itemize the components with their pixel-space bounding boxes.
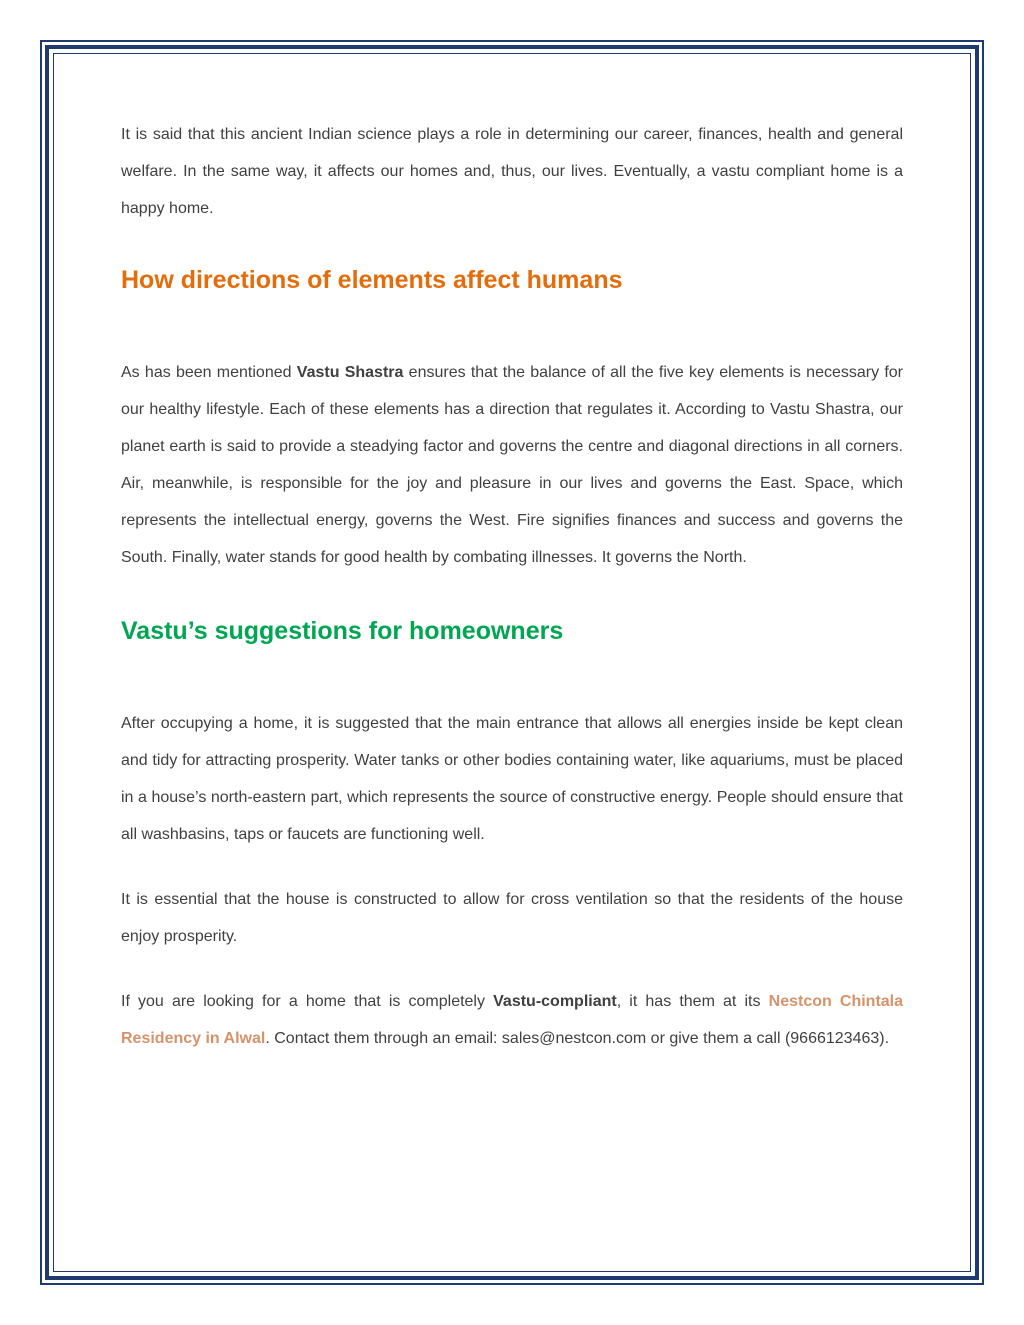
contact-text-after: . Contact them through an email: sales@nestcon.com or give them a call (9666123463). <box>265 1030 890 1047</box>
suggestions-paragraph: After occupying a home, it is suggested that the main entrance that allows all energies inside be kept clean and tidy for attracting prosperity. Water tanks or other bodies containing water, like aquariums, must be placed in a house’s north-eastern part, which represents the source of constructive energy. People should ensure that all washbasins, taps or faucets are functioning well. <box>121 715 903 843</box>
ventilation-paragraph: It is essential that the house is constructed to allow for cross ventilation so that the residents of the house enjoy prosperity. <box>121 891 903 945</box>
contact-text-before: If you are looking for a home that is completely <box>121 993 494 1010</box>
document-body <box>121 116 903 1057</box>
nestcon-residency-link[interactable]: Nestcon Chintala Residency in Alwal <box>121 993 904 1047</box>
heading-directions: How directions of elements affect humans <box>121 266 623 294</box>
intro-paragraph: It is said that this ancient Indian science plays a role in determining our career, finances, health and general welfare. In the same way, it affects our homes and, thus, our lives. Eventually, a vastu compliant home is a happy home. <box>121 126 903 217</box>
directions-text-after: ensures that the balance of all the five key elements is necessary for our healthy lifestyle. Each of these elements has a direction that regulates it. According to Vastu Shastra, our planet earth is said to provide a steadying factor and governs the centre and diagonal directions in all corners. Air, meanwhile, is responsible for the joy and pleasure in our lives and governs the East. Space, which represents the intellectual energy, governs the West. Fire signifies finances and success and governs the South. Finally, water stands for good health by combating illnesses. It governs the North. <box>121 364 904 566</box>
directions-paragraph <box>121 354 903 576</box>
vastu-compliant-bold: Vastu-compliant <box>493 993 617 1010</box>
contact-paragraph <box>121 983 903 1057</box>
vastu-shastra-bold: Vastu Shastra <box>296 364 404 381</box>
directions-text-before: As has been mentioned <box>121 364 297 381</box>
contact-text-middle: , it has them at its <box>616 993 769 1010</box>
heading-suggestions: Vastu’s suggestions for homeowners <box>121 617 564 645</box>
